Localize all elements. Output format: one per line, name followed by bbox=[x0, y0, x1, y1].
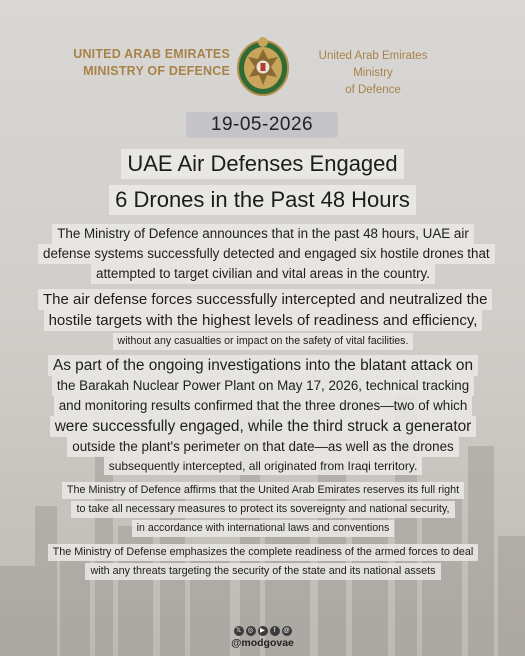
text-line: As part of the ongoing investigations into the blatant attack on bbox=[48, 355, 478, 376]
text-line: outside the plant's perimeter on that date—as well as the drones bbox=[67, 437, 458, 457]
paragraph-announcement bbox=[38, 224, 488, 284]
ministry-name-right bbox=[298, 48, 448, 99]
text-line: the Barakah Nuclear Power Plant on May 17, 2026, technical tracking bbox=[52, 376, 474, 396]
ministry-line-1: UNITED ARAB EMIRATES bbox=[73, 47, 230, 61]
paragraph-readiness bbox=[38, 542, 488, 580]
text-line: The Ministry of Defense emphasizes the complete readiness of the armed forces to deal bbox=[48, 544, 479, 561]
text-line: The Ministry of Defence announces that in the past 48 hours, UAE air bbox=[52, 224, 474, 244]
text-line: The Ministry of Defence affirms that the United Arab Emirates reserves its full right bbox=[62, 482, 464, 499]
text-line: without any casualties or impact on the safety of vital facilities. bbox=[113, 333, 414, 350]
text-line: hostile targets with the highest levels of readiness and efficiency, bbox=[44, 310, 483, 331]
youtube-icon[interactable]: ▶ bbox=[258, 626, 268, 636]
threads-icon[interactable]: @ bbox=[283, 627, 290, 634]
social-footer bbox=[0, 626, 525, 649]
ministry-line-2: MINISTRY OF DEFENCE bbox=[83, 64, 230, 78]
headline-line-2: 6 Drones in the Past 48 Hours bbox=[109, 185, 416, 215]
text-line: attempted to target civilian and vital areas in the country. bbox=[91, 264, 435, 284]
headline-line-1: UAE Air Defenses Engaged bbox=[121, 149, 403, 179]
ministry-name-english bbox=[60, 46, 230, 80]
falcon-emblem-icon bbox=[233, 35, 293, 97]
text-line: defense systems successfully detected and engaged six hostile drones that bbox=[38, 244, 495, 264]
paragraph-interception bbox=[38, 289, 488, 350]
text-line: in accordance with international laws and conventions bbox=[132, 520, 395, 537]
statement-body bbox=[38, 224, 488, 585]
headline bbox=[80, 146, 445, 218]
ministry-right-line-1: United Arab Emirates Ministry bbox=[318, 50, 428, 79]
ministry-right-line-2: of Defence bbox=[345, 84, 401, 96]
text-line: were successfully engaged, while the third struck a generator bbox=[50, 416, 477, 437]
text-line: to take all necessary measures to protect its sovereignty and national security, bbox=[71, 501, 454, 518]
instagram-icon[interactable]: ◎ bbox=[246, 626, 256, 636]
date-badge: 19-05-2026 bbox=[186, 112, 338, 138]
x-icon[interactable]: 𝕏 bbox=[234, 626, 244, 636]
header bbox=[0, 30, 525, 100]
paragraph-rights bbox=[38, 480, 488, 537]
social-handle[interactable]: @modgovae bbox=[231, 637, 294, 649]
text-line: and monitoring results confirmed that the three drones—two of which bbox=[54, 396, 473, 416]
text-line: The air defense forces successfully intercepted and neutralized the bbox=[38, 289, 492, 310]
facebook-icon[interactable]: f bbox=[270, 626, 280, 636]
paragraph-investigation bbox=[38, 355, 488, 475]
text-line: subsequently intercepted, all originated from Iraqi territory. bbox=[104, 457, 423, 475]
social-icons bbox=[0, 626, 525, 636]
text-line: with any threats targeting the security of the state and its national assets bbox=[85, 563, 440, 580]
